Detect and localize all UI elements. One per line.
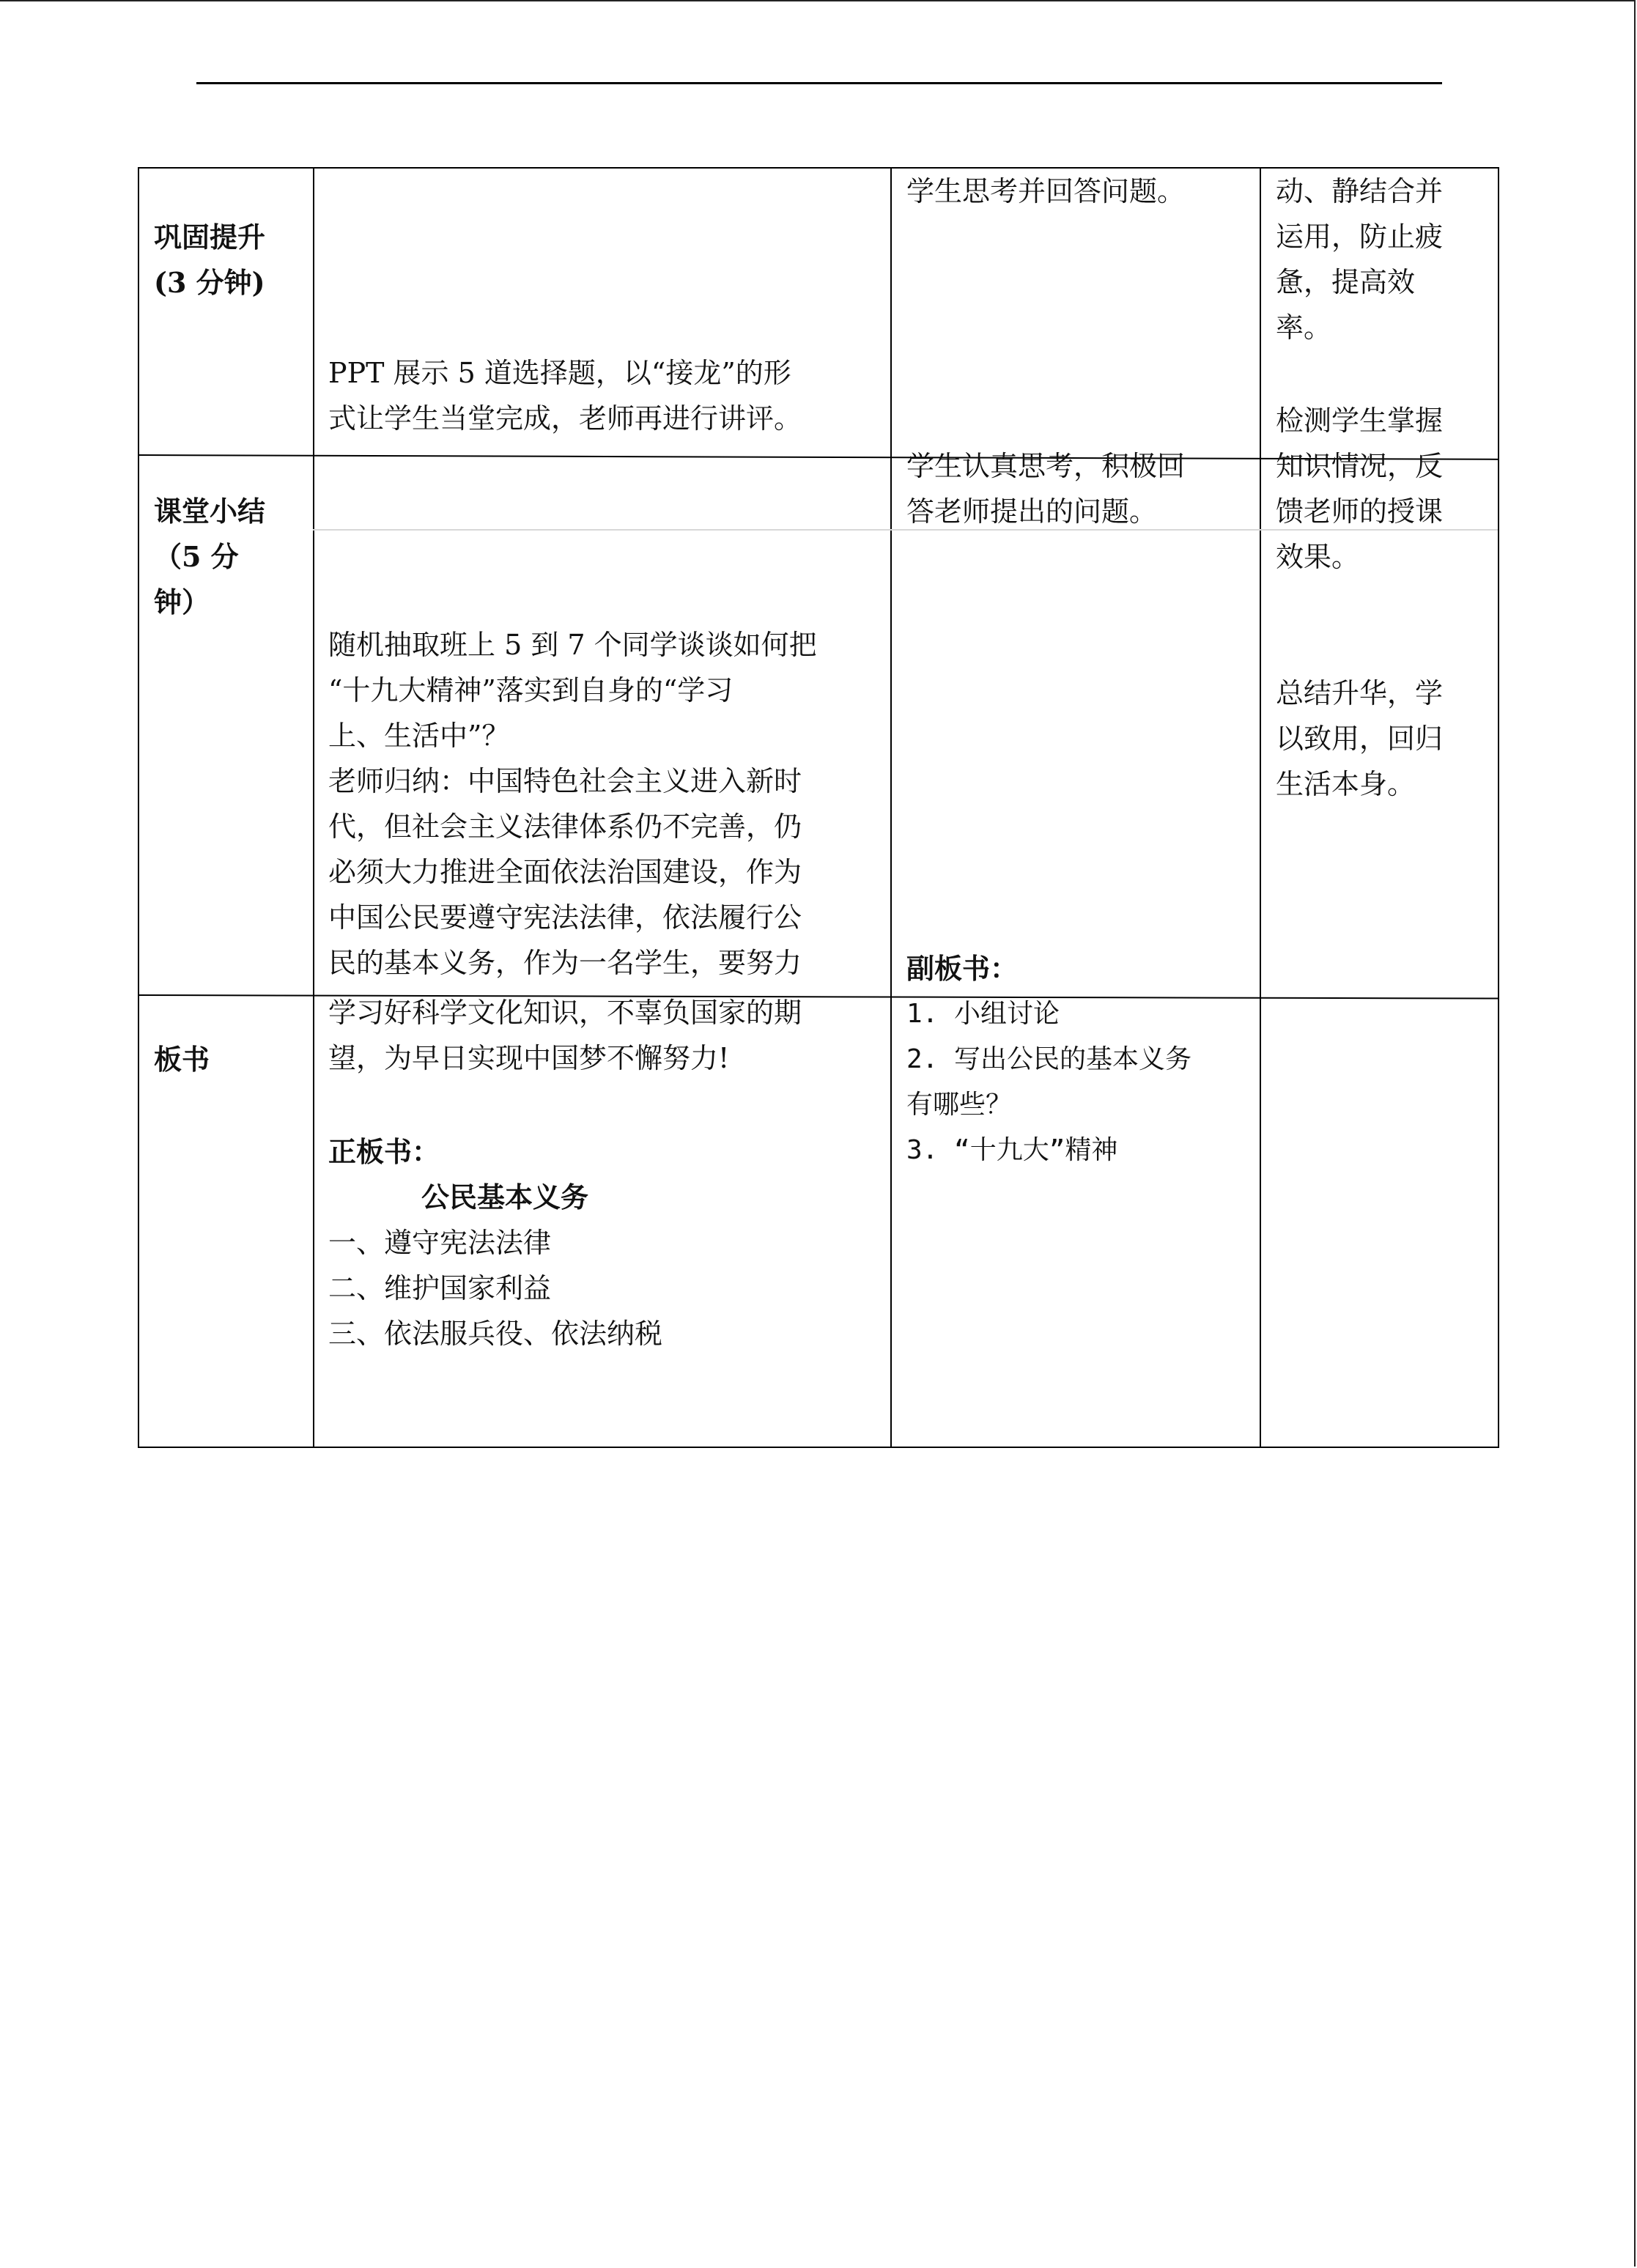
teacher-activity-line: 学习好科学文化知识，不辜负国家的期 (328, 997, 802, 1029)
design-intent-line: 检测学生掌握 (1276, 405, 1444, 437)
design-intent-line: 以致用，回归 (1276, 723, 1444, 755)
design-intent-line: 生活本身。 (1276, 768, 1416, 800)
design-intent-line: 馈老师的授课 (1276, 495, 1444, 528)
design-intent-line: 知识情况，反 (1276, 450, 1444, 482)
student-activity-line: 学生认真思考，积极回 (906, 450, 1186, 482)
table-column-divider (890, 167, 892, 1448)
teacher-activity-line: PPT 展示 5 道选择题，以“接龙”的形 (328, 357, 791, 389)
stage-duration: (3 分钟) (154, 266, 265, 299)
teacher-activity-line: 必须大力推进全面依法治国建设，作为 (328, 856, 802, 888)
stage-label: 巩固提升 (154, 221, 266, 254)
teacher-activity-line: 老师归纳：中国特色社会主义进入新时 (328, 765, 802, 797)
table-border-left (138, 167, 139, 1448)
sub-board-item: 1. 小组讨论 (906, 999, 1060, 1029)
sub-board-heading: 副板书： (906, 952, 1019, 985)
table-border-right (1498, 167, 1499, 1448)
teacher-activity-line: 上、生活中”？ (328, 720, 510, 752)
teacher-activity-line: 民的基本义务，作为一名学生，要努力 (328, 947, 802, 979)
design-intent-line: 运用，防止疲 (1276, 221, 1444, 253)
design-intent-line: 率。 (1276, 311, 1332, 344)
sub-board-item: 3. “十九大”精神 (906, 1135, 1118, 1165)
sub-board-item: 有哪些？ (906, 1090, 1013, 1120)
main-board-title: 公民基本义务 (421, 1181, 589, 1214)
teacher-activity-line: “十九大精神”落实到自身的“学习 (328, 674, 733, 706)
teacher-activity-line: 式让学生当堂完成，老师再进行讲评。 (328, 402, 802, 435)
teacher-activity-line: 随机抽取班上 5 到 7 个同学谈谈如何把 (328, 629, 817, 661)
teacher-activity-line: 中国公民要遵守宪法法律，依法履行公 (328, 901, 802, 934)
main-board-heading: 正板书： (328, 1135, 440, 1168)
stage-duration: （5 分 (154, 540, 239, 573)
design-intent-line: 惫，提高效 (1276, 266, 1416, 298)
table-column-divider (313, 167, 314, 1448)
table-border-bottom (138, 1447, 1499, 1448)
design-intent-line: 动、静结合并 (1276, 175, 1444, 207)
student-activity-line: 学生思考并回答问题。 (906, 175, 1186, 207)
main-board-item: 二、维护国家利益 (328, 1272, 552, 1304)
stage-label: 课堂小结 (154, 495, 266, 528)
table-column-divider (1260, 167, 1261, 1448)
header-rule (196, 82, 1442, 84)
teacher-activity-line: 代，但社会主义法律体系仍不完善，仍 (328, 810, 802, 843)
student-activity-line: 答老师提出的问题。 (906, 495, 1158, 528)
main-board-item: 三、依法服兵役、依法纳税 (328, 1318, 663, 1350)
teacher-activity-line: 望，为早日实现中国梦不懈努力! (328, 1042, 730, 1074)
design-intent-line: 效果。 (1276, 541, 1360, 573)
stage-label: 板书 (154, 1043, 210, 1076)
main-board-item: 一、遵守宪法法律 (328, 1227, 552, 1259)
sub-board-item: 2. 写出公民的基本义务 (906, 1044, 1192, 1074)
design-intent-line: 总结升华，学 (1276, 677, 1444, 709)
stage-duration: 钟） (154, 586, 210, 618)
